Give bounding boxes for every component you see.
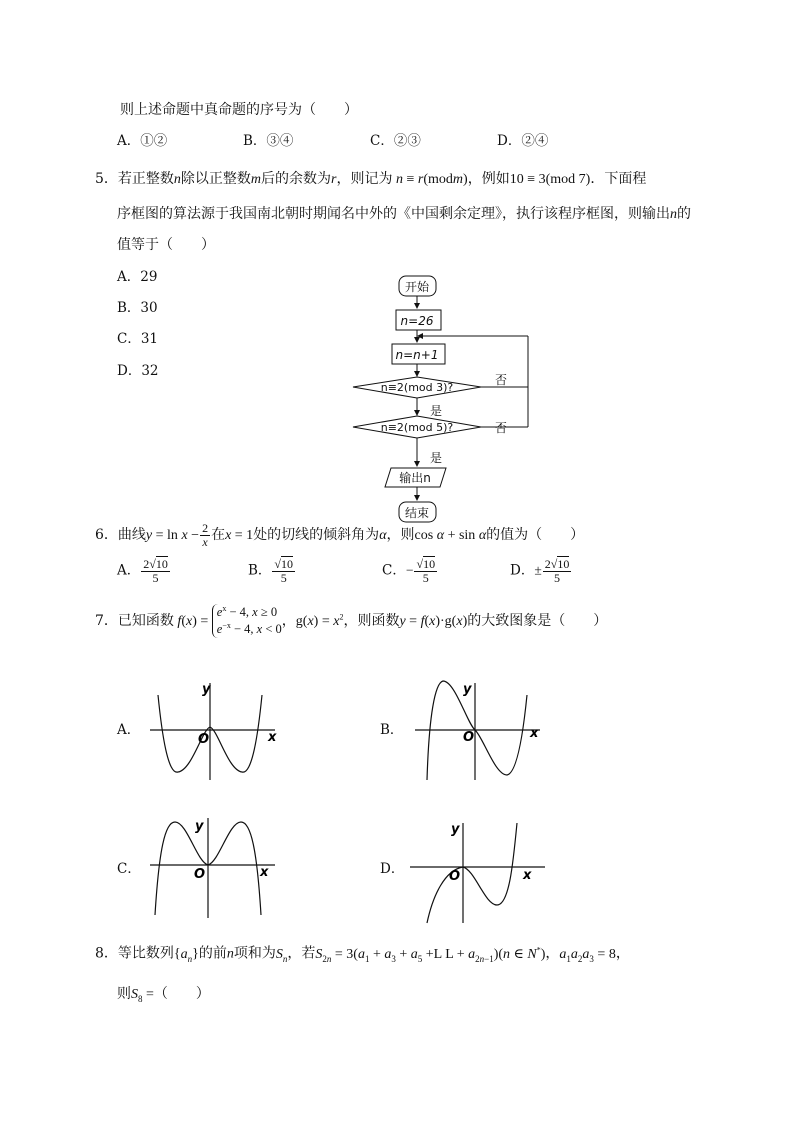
svg-text:y: y <box>195 819 204 834</box>
q4-stem: 则上述命题中真命题的序号为（ ） <box>120 102 358 118</box>
q5-option-c: C．31 <box>117 331 159 347</box>
graph-a <box>140 675 285 785</box>
svg-text:y: y <box>463 682 472 697</box>
q5-option-a: A．29 <box>117 269 158 285</box>
q4-option-d: D．②④ <box>497 133 549 149</box>
q5-option-d: D．32 <box>117 363 159 379</box>
svg-text:O: O <box>463 730 475 745</box>
q7-option-c-label: C． <box>117 861 141 877</box>
q5-line-3: 值等于（ ） <box>117 237 215 253</box>
flow-end-label: 结束 <box>404 506 430 520</box>
flow-start-label: 开始 <box>404 280 430 294</box>
q6-option-c: C．− $\frac{√10}{5}$ <box>382 557 436 585</box>
flowchart <box>350 270 550 525</box>
q6-line-1: 6．曲线y = ln x − $\frac{2}{x}$ 在x = 1处的切线的倾斜角为α，则cos α + sin α的值为（ ） <box>95 521 585 549</box>
q5-option-b: B．30 <box>117 300 158 316</box>
svg-text:x: x <box>530 726 539 741</box>
q6-option-b: B． $\frac{√10}{5}$ <box>248 557 294 585</box>
flow-step-label: n=n+1 <box>395 348 439 362</box>
q7-option-b-label: B． <box>380 722 404 738</box>
flow-init-label: n=26 <box>400 314 434 328</box>
graph-c <box>145 810 285 920</box>
flow-yes1-label: 是 <box>430 404 443 418</box>
graph-b <box>405 675 550 785</box>
svg-text:x: x <box>523 868 532 883</box>
q5-line-2: 序框图的算法源于我国南北朝时期闻名中外的《中国剩余定理》，执行该程序框图，则输出n的 <box>117 206 691 222</box>
svg-text:y: y <box>202 682 211 697</box>
svg-text:O: O <box>194 867 206 882</box>
q7-line-1: 7．已知函数 f(x) = $e^x - 4$, x ≥ 0 $e^{-x} - 4$, x < 0 ，$g(x) = x^2$，则函数y = f(x)·g(x)的大致图象是（ ） <box>95 604 608 636</box>
flow-cond1-label: n≡2(mod 3)? <box>380 381 454 394</box>
q8-line-2: 则$S_8$ =（ ） <box>117 986 210 1004</box>
q8-line-1: 8．等比数列$\{a_n\}$的前n项和为$S_n$，若$S_{2n} = 3(a_1 + a_3 + a_5 +L$ $L + a_{2n-1})(n$ ∈ N*)，$a_1a_2a_3 = 8$， <box>95 945 630 964</box>
svg-text:x: x <box>268 730 277 745</box>
flow-yes2-label: 是 <box>430 451 443 465</box>
q7-option-a-label: A． <box>117 722 141 738</box>
q6-option-a: A． $\frac{2√10}{5}$ <box>117 557 168 585</box>
graph-d <box>405 815 550 925</box>
svg-text:O: O <box>198 732 210 747</box>
flow-cond2-label: n≡2(mod 5)? <box>380 421 454 434</box>
svg-text:x: x <box>260 865 269 880</box>
svg-text:y: y <box>451 822 460 837</box>
q4-option-c: C．②③ <box>370 133 421 149</box>
flow-output-label: 输出n <box>399 471 431 485</box>
flow-no1-label: 否 <box>495 373 508 387</box>
svg-text:O: O <box>449 869 461 884</box>
q4-option-b: B．③④ <box>243 133 294 149</box>
q7-option-d-label: D． <box>380 861 405 877</box>
q5-line-1: 5．若正整数n除以正整数m后的余数为r，则记为 n ≡ r(modm)，例如10 ≡ 3(mod 7)．下面程 <box>95 171 647 187</box>
q4-option-a: A．①② <box>117 133 168 149</box>
flow-no2-label: 否 <box>495 421 508 435</box>
q6-option-d: D．± $\frac{2√10}{5}$ <box>510 557 570 585</box>
